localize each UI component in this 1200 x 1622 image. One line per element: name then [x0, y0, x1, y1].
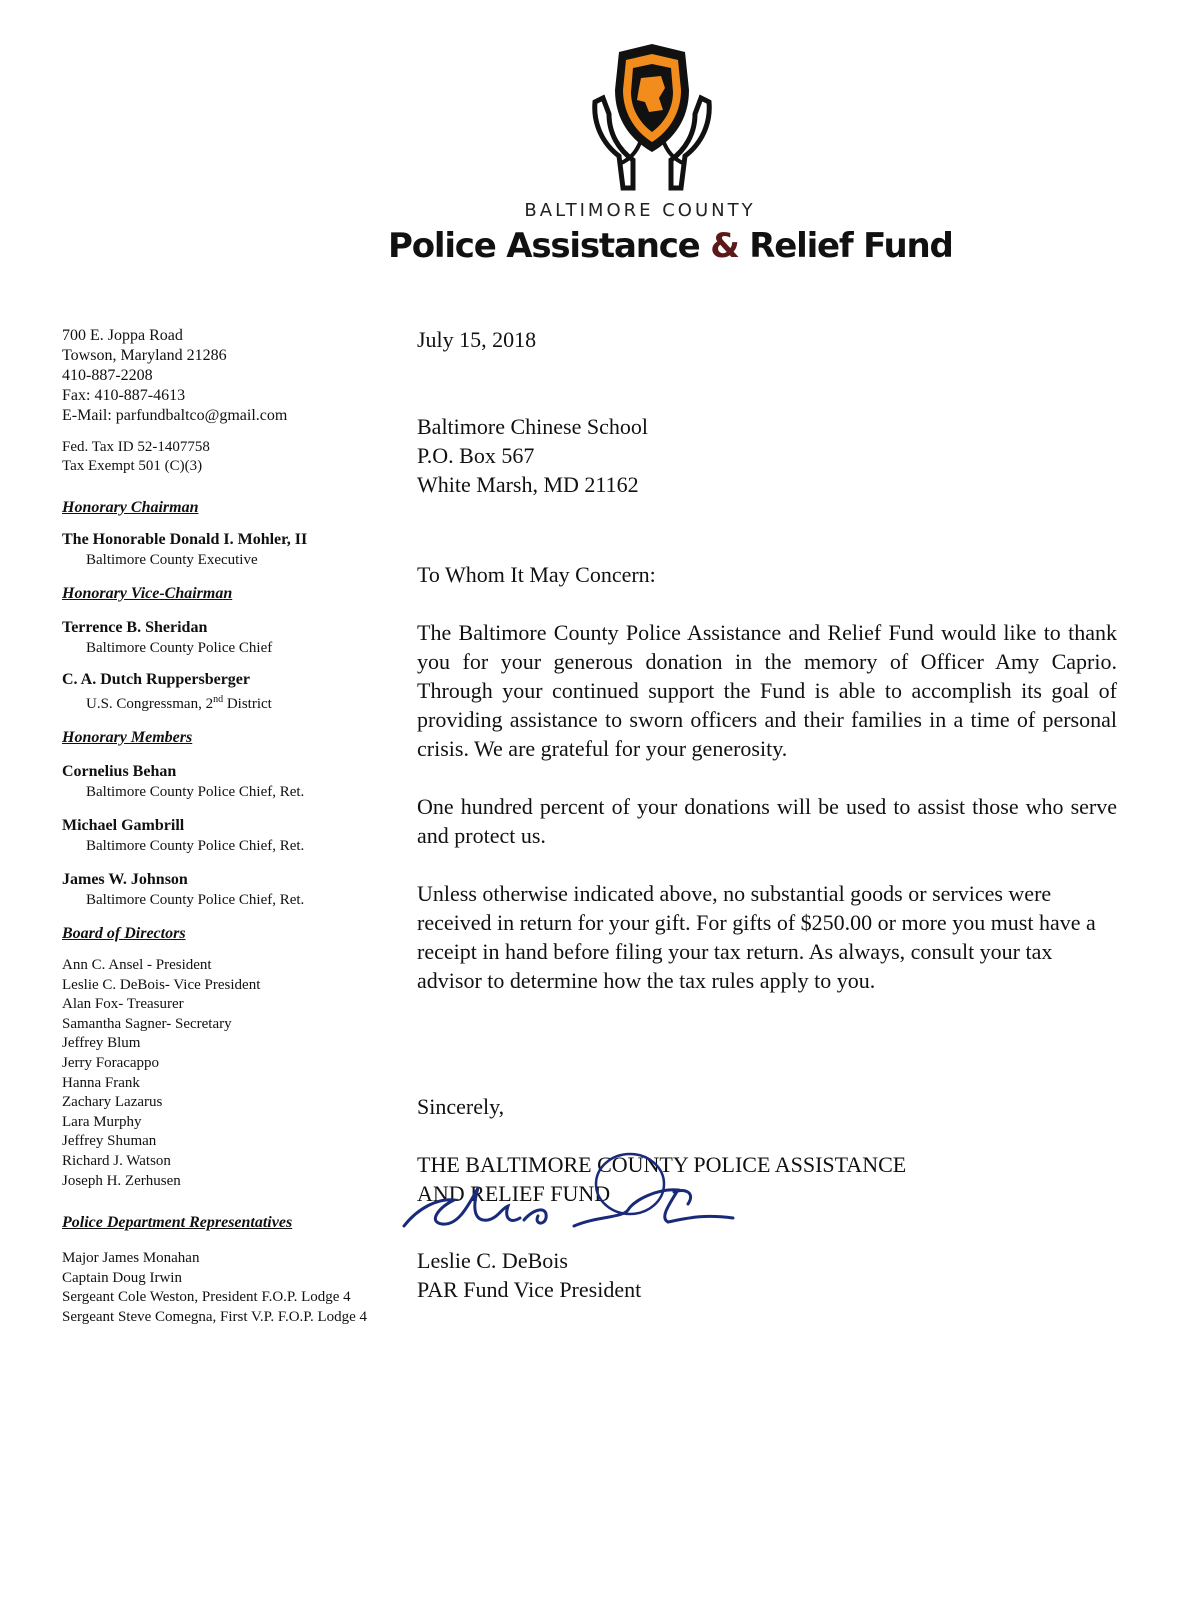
signer-title: PAR Fund Vice President — [417, 1277, 642, 1302]
email: E-Mail: parfundbaltco@gmail.com — [62, 407, 288, 424]
member-name: Terrence B. Sheridan — [62, 619, 208, 636]
list-item: Sergeant Cole Weston, President F.O.P. Lodge 4 — [62, 1289, 351, 1306]
body-paragraph: The Baltimore County Police Assistance and Relief Fund would like to thank you for your generous donation in the memory of Officer Amy Caprio. Through your continued support the Fund is able to accomplish its goal of providing assistance to sworn officers and their families in a time of personal crisis. We are grateful for your generosity. — [417, 620, 1117, 761]
member-entry — [62, 816, 402, 856]
member-name: Cornelius Behan — [62, 763, 177, 780]
member-title: Baltimore County Police Chief, Ret. — [86, 892, 305, 908]
closing: Sincerely, — [417, 1094, 505, 1119]
board-heading: Board of Directors — [62, 925, 186, 942]
salutation: To Whom It May Concern: — [417, 562, 656, 587]
reps-list — [62, 1249, 402, 1327]
shield-with-hands-icon — [589, 40, 715, 192]
list-item: Richard J. Watson — [62, 1152, 171, 1169]
member-name: Michael Gambrill — [62, 817, 185, 834]
list-item: Jeffrey Blum — [62, 1035, 141, 1052]
recipient-line: Baltimore Chinese School — [417, 414, 648, 439]
tax-block — [62, 438, 402, 476]
letterhead-sidebar — [62, 326, 402, 1328]
letter-date: July 15, 2018 — [417, 327, 537, 352]
org-name-ampersand: & — [710, 226, 739, 266]
honorary-chairman-heading: Honorary Chairman — [62, 499, 199, 516]
signer-name: Leslie C. DeBois — [417, 1248, 568, 1273]
org-name-part-1: Police Assistance — [388, 226, 700, 266]
tax-exempt: Tax Exempt 501 (C)(3) — [62, 458, 203, 474]
address-block — [62, 326, 402, 426]
address-line: 700 E. Joppa Road — [62, 327, 183, 344]
member-entry — [62, 762, 402, 802]
honorary-vice-chairman-heading: Honorary Vice-Chairman — [62, 585, 233, 602]
member-title: Baltimore County Police Chief, Ret. — [86, 784, 305, 800]
phone: 410-887-2208 — [62, 367, 153, 384]
list-item: Leslie C. DeBois- Vice President — [62, 976, 261, 993]
org-name-part-2: Relief Fund — [749, 226, 953, 266]
list-item: Jeffrey Shuman — [62, 1133, 157, 1150]
member-entry — [62, 670, 402, 714]
signer-block — [417, 1246, 1117, 1304]
handwritten-signature — [398, 1148, 738, 1248]
letter-body — [417, 618, 1117, 1024]
list-item: Zachary Lazarus — [62, 1094, 163, 1111]
member-title: Baltimore County Police Chief — [86, 640, 273, 656]
list-item: Lara Murphy — [62, 1113, 142, 1130]
member-entry — [62, 870, 402, 910]
list-item: Major James Monahan — [62, 1250, 200, 1267]
member-entry — [62, 618, 402, 658]
organization-name — [388, 226, 953, 266]
honorary-members-heading: Honorary Members — [62, 729, 193, 746]
list-item: Captain Doug Irwin — [62, 1269, 182, 1286]
recipient-address — [417, 412, 1117, 499]
member-entry — [62, 530, 402, 570]
list-item: Ann C. Ansel - President — [62, 957, 212, 973]
body-paragraph: One hundred percent of your donations will be used to assist those who serve and protect us. — [417, 794, 1117, 848]
list-item: Samantha Sagner- Secretary — [62, 1015, 232, 1032]
member-name: James W. Johnson — [62, 871, 188, 888]
recipient-line: P.O. Box 567 — [417, 443, 535, 468]
reps-heading: Police Department Representatives — [62, 1214, 293, 1232]
member-title: Baltimore County Police Chief, Ret. — [86, 838, 305, 854]
org-sign-line: THE BALTIMORE COUNTY POLICE ASSISTANCE — [417, 1152, 907, 1177]
member-name: The Honorable Donald I. Mohler, II — [62, 531, 308, 548]
list-item: Joseph H. Zerhusen — [62, 1172, 181, 1189]
county-heading: BALTIMORE COUNTY — [524, 200, 756, 221]
list-item: Jerry Foracappo — [62, 1054, 160, 1071]
member-name: C. A. Dutch Ruppersberger — [62, 671, 250, 688]
body-paragraph: Unless otherwise indicated above, no substantial goods or services were received in return for your gift. For gifts of $250.00 or more you must have a receipt in hand before filing your tax return. As always, consult your tax advisor to determine how the tax rules apply to you. — [417, 881, 1096, 993]
tax-id: Fed. Tax ID 52-1407758 — [62, 439, 210, 455]
list-item: Alan Fox- Treasurer — [62, 996, 184, 1013]
address-line: Towson, Maryland 21286 — [62, 347, 227, 364]
board-list — [62, 956, 402, 1191]
member-title: Baltimore County Executive — [86, 552, 258, 568]
org-sign-line: AND RELIEF FUND — [417, 1181, 611, 1206]
member-title: U.S. Congressman, 2nd District — [86, 694, 272, 712]
fax: Fax: 410-887-4613 — [62, 387, 186, 404]
list-item: Hanna Frank — [62, 1074, 140, 1091]
recipient-line: White Marsh, MD 21162 — [417, 472, 639, 497]
list-item: Sergeant Steve Comegna, First V.P. F.O.P. Lodge 4 — [62, 1308, 368, 1325]
